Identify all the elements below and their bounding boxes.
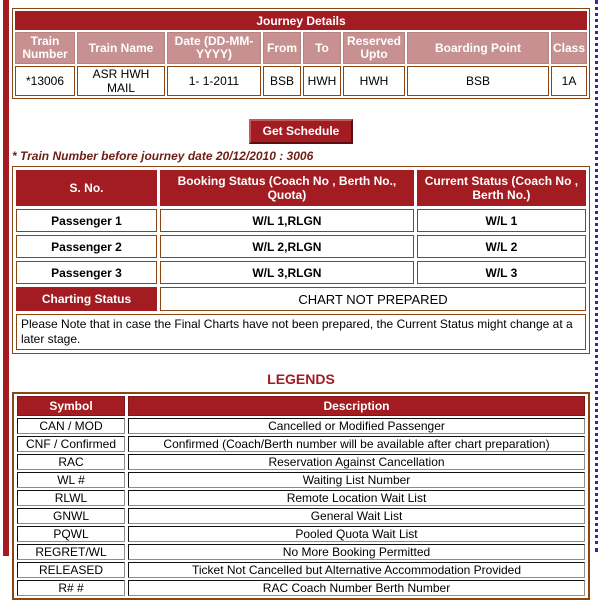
page-left-accent-bar (3, 0, 9, 556)
legend-description: Cancelled or Modified Passenger (128, 418, 585, 434)
passenger-label: Passenger 1 (16, 209, 157, 232)
schedule-button-container (12, 119, 590, 144)
legend-symbol: CAN / MOD (17, 418, 125, 434)
reserved-upto-value: HWH (343, 66, 405, 96)
col-class: Class (551, 32, 587, 64)
to-value: HWH (303, 66, 341, 96)
legend-description: Confirmed (Coach/Berth number will be available after chart preparation) (128, 436, 585, 452)
legend-row (17, 526, 585, 542)
legend-symbol: R# # (17, 580, 125, 596)
train-number-value: *13006 (15, 66, 75, 96)
journey-header-row (15, 32, 587, 64)
passenger-row (16, 235, 586, 258)
legend-symbol: GNWL (17, 508, 125, 524)
passenger-row (16, 209, 586, 232)
charting-status-row (16, 287, 586, 311)
legend-description: Waiting List Number (128, 472, 585, 488)
boarding-point-value: BSB (407, 66, 549, 96)
legend-row (17, 580, 585, 596)
get-schedule-button[interactable]: Get Schedule (249, 119, 354, 144)
legend-description: Pooled Quota Wait List (128, 526, 585, 542)
legend-description: General Wait List (128, 508, 585, 524)
journey-data-row (15, 66, 587, 96)
legend-symbol: PQWL (17, 526, 125, 542)
charting-status-label: Charting Status (16, 287, 157, 311)
legend-description: Reservation Against Cancellation (128, 454, 585, 470)
legend-row (17, 436, 585, 452)
passenger-row (16, 261, 586, 284)
col-description: Description (128, 396, 585, 416)
charting-status-value: CHART NOT PREPARED (160, 287, 586, 311)
legend-symbol: WL # (17, 472, 125, 488)
legend-symbol: RAC (17, 454, 125, 470)
col-booking-status: Booking Status (Coach No , Berth No., Quota) (160, 170, 414, 206)
legend-description: No More Booking Permitted (128, 544, 585, 560)
col-train-number: Train Number (15, 32, 75, 64)
legends-heading: LEGENDS (267, 371, 335, 387)
booking-status: W/L 1,RLGN (160, 209, 414, 232)
legend-row (17, 508, 585, 524)
passenger-label: Passenger 2 (16, 235, 157, 258)
legend-row (17, 490, 585, 506)
col-s-no: S. No. (16, 170, 157, 206)
col-to: To (303, 32, 341, 64)
current-status: W/L 1 (417, 209, 586, 232)
from-value: BSB (263, 66, 301, 96)
date-value: 1- 1-2011 (167, 66, 261, 96)
legend-row (17, 472, 585, 488)
pnr-status-page (12, 8, 590, 600)
class-value: 1A (551, 66, 587, 96)
train-name-value: ASR HWH MAIL (77, 66, 165, 96)
legend-row (17, 562, 585, 578)
legend-symbol: REGRET/WL (17, 544, 125, 560)
legend-symbol: RELEASED (17, 562, 125, 578)
col-from: From (263, 32, 301, 64)
booking-status-table (12, 166, 590, 354)
col-symbol: Symbol (17, 396, 125, 416)
status-note-row (16, 314, 586, 350)
passenger-label: Passenger 3 (16, 261, 157, 284)
final-charts-note: Please Note that in case the Final Charts have not been prepared, the Current Status might change at a later stage. (16, 314, 586, 350)
col-date: Date (DD-MM-YYYY) (167, 32, 261, 64)
journey-details-table (12, 8, 590, 99)
current-status: W/L 3 (417, 261, 586, 284)
legend-row (17, 544, 585, 560)
journey-details-title: Journey Details (15, 11, 587, 30)
status-header-row (16, 170, 586, 206)
legend-symbol: CNF / Confirmed (17, 436, 125, 452)
col-boarding-point: Boarding Point (407, 32, 549, 64)
legends-table (12, 392, 590, 600)
page-right-dotted-border (595, 0, 598, 552)
legend-description: Remote Location Wait List (128, 490, 585, 506)
train-number-note: * Train Number before journey date 20/12/2010 : 3006 (12, 149, 314, 163)
legend-row (17, 418, 585, 434)
col-current-status: Current Status (Coach No , Berth No.) (417, 170, 586, 206)
booking-status: W/L 2,RLGN (160, 235, 414, 258)
booking-status: W/L 3,RLGN (160, 261, 414, 284)
current-status: W/L 2 (417, 235, 586, 258)
legend-description: RAC Coach Number Berth Number (128, 580, 585, 596)
legend-description: Ticket Not Cancelled but Alternative Accommodation Provided (128, 562, 585, 578)
legend-row (17, 454, 585, 470)
legend-symbol: RLWL (17, 490, 125, 506)
col-train-name: Train Name (77, 32, 165, 64)
legends-header-row (17, 396, 585, 416)
col-reserved-upto: Reserved Upto (343, 32, 405, 64)
